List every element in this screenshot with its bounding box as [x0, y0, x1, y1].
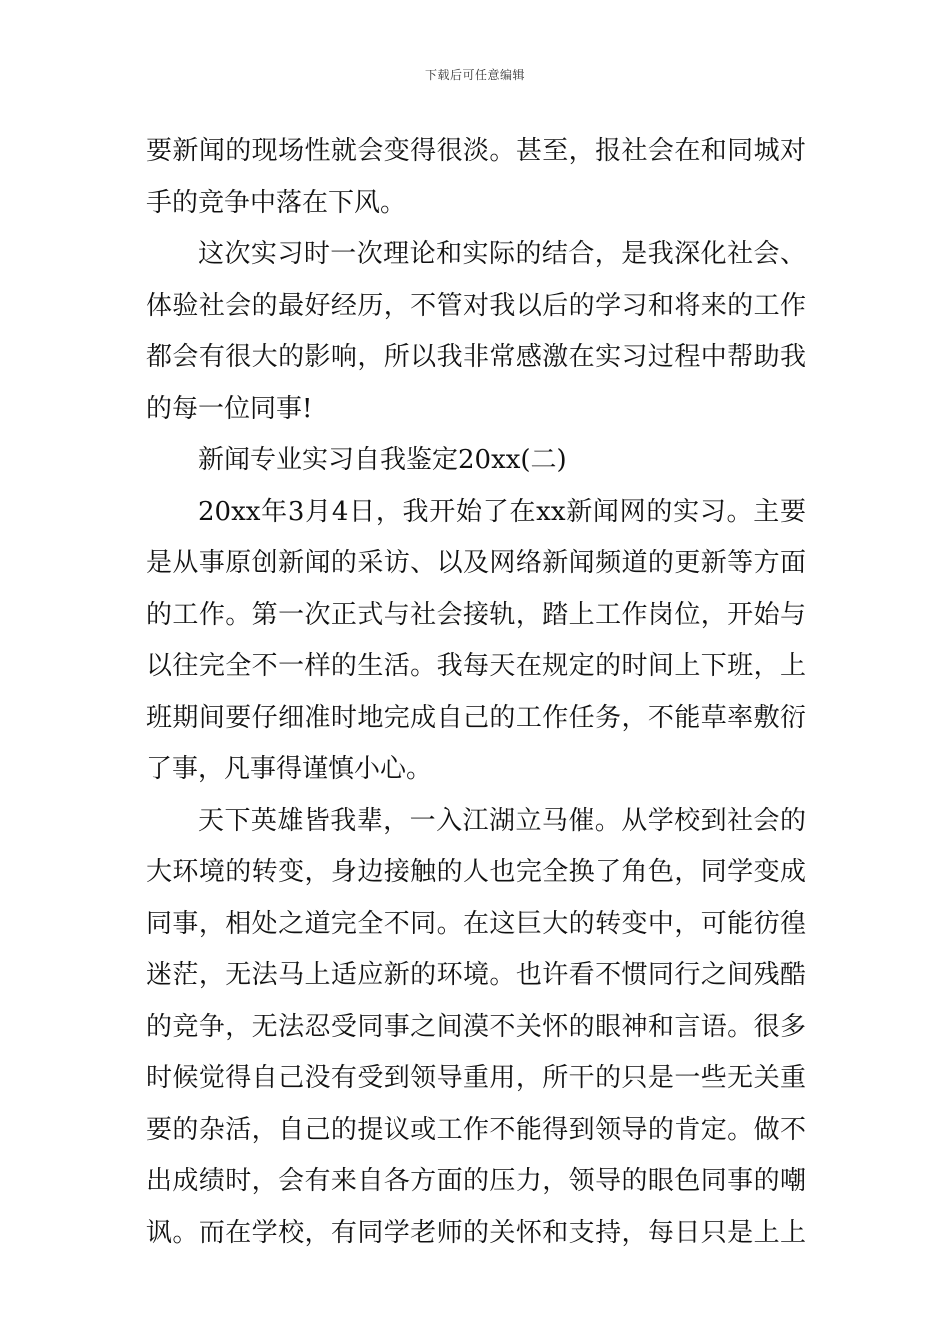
- text-line: 要新闻的现场性就会变得很淡。甚至，报社会在和同城对: [146, 136, 806, 166]
- text-line: 班期间要仔细准时地完成自己的工作任务，不能草率敷衍: [146, 702, 806, 733]
- text-line: 要的杂活，自己的提议或工作不能得到领导的肯定。做不: [146, 1114, 806, 1145]
- text-line: 体验社会的最好经历，不管对我以后的学习和将来的工作: [146, 290, 806, 321]
- text-line: 20xx年3月4日，我开始了在xx新闻网的实习。主要: [198, 496, 806, 527]
- text-line: 的竞争，无法忍受同事之间漠不关怀的眼神和言语。很多: [146, 1011, 806, 1042]
- text-line: 出成绩时，会有来自各方面的压力，领导的眼色同事的嘲: [146, 1166, 806, 1196]
- text-line: 手的竞争中落在下风。: [146, 187, 407, 218]
- text-line: 都会有很大的影响，所以我非常感激在实习过程中帮助我: [146, 342, 806, 372]
- text-line: 以往完全不一样的生活。我每天在规定的时间上下班，上: [146, 651, 806, 681]
- text-line: 的工作。第一次正式与社会接轨，踏上工作岗位，开始与: [146, 599, 806, 630]
- text-line: 讽。而在学校，有同学老师的关怀和支持，每日只是上上: [146, 1217, 806, 1248]
- document-body: [146, 126, 806, 1259]
- text-line: 同事，相处之道完全不同。在这巨大的转变中，可能彷徨: [146, 908, 806, 939]
- text-line: 天下英雄皆我辈，一入江湖立马催。从学校到社会的: [198, 805, 806, 836]
- text-line: 这次实习时一次理论和实际的结合，是我深化社会、: [198, 239, 806, 269]
- text-line: 了事，凡事得谨慎小心。: [146, 754, 433, 784]
- text-line: 的每一位同事!: [146, 393, 313, 424]
- text-line: 时候觉得自己没有受到领导重用，所干的只是一些无关重: [146, 1063, 806, 1093]
- section-heading: 新闻专业实习自我鉴定20xx(二): [198, 445, 567, 475]
- text-line: 是从事原创新闻的采访、以及网络新闻频道的更新等方面: [146, 548, 806, 578]
- text-line: 迷茫，无法马上适应新的环境。也许看不惯同行之间残酷: [146, 960, 806, 990]
- header-note: 下载后可任意编辑: [424, 68, 525, 82]
- text-line: 大环境的转变，身边接触的人也完全换了角色，同学变成: [146, 857, 806, 887]
